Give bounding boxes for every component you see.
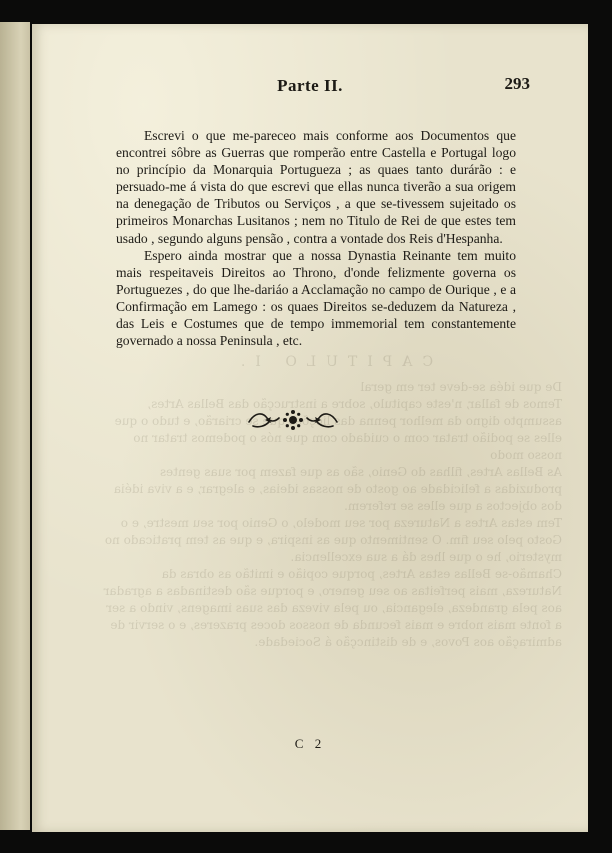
body-text bbox=[116, 127, 516, 349]
page-number: 293 bbox=[504, 74, 530, 93]
running-head-section: Parte II. bbox=[277, 76, 343, 95]
paragraph: Espero ainda mostrar que a nossa Dynastia Reinante tem muito mais respeitaveis Direitos ao Throno, d'onde felizmente governa os Portuguezes , do que lhe-dariáo a Acclamação no campo de Ourique , e a Confirmação em Lamego : os quaes Direitos se-deduzem da Natureza , das Leis e Costumes que de tempo immemorial tem constantemente governado a nossa Peninsula , etc. bbox=[116, 247, 516, 349]
signature-mark: C 2 bbox=[294, 736, 326, 751]
floral-printer-ornament-icon bbox=[245, 408, 341, 432]
book-page bbox=[32, 24, 588, 832]
show-through-text: CAPITULO I. De que idéa se-deve ter em geral Temos de fallar, n'este capitulo, sobre a instrucção das Bellas Artes, assumpto digno da melhor penna das licções que se criarão, e tudo o que elles se podião tratar com o cuidado com que nós o podemos tratar no nosso modo As Bellas Artes, filhas do Genio, são as que fazem por suas gentes produzidas a felicidade ao gosto de nossas ideias, e alegrar, e a viva idéia dos objectos a que elles se referem. Tem estas Artes a Natureza por seu modelo, o Genio por seu mestre, e o Gosto pelo seu fim. O sentimento que as inspira, e que as tem praticado no mysterio, he o que lhes dá a sua excellencia. Chamão-se Bellas estas Artes, porque copião e imitão as obras da Natureza, mais perfeitas ao seu genero, e porque são destinadas a agradar aos pela grandeza, elegancia, ou pela viveza das suas imagens, vindo a ser a fonte mais nobre e mais fecunda de nossos doces prazeres, e o servir de admiração aos Povos, e de distincção á Sociedade. bbox=[103, 354, 562, 649]
paragraph: Escrevi o que me-pareceo mais conforme aos Documentos que encontrei sôbre as Guerras que romperão entre Castella e Portugal logo no princípio da Monarquia Portugueza ; as quaes tanto durárão : e persuado-me á vista do que escrevi que ellas nunca tiverão a sua origem na denegação de Tributos ou Serviços , a que se-tivessem sujeitado os primeiros Monarchas Lusitanos ; nem no Titulo de Rei de que estes tem usado , segundo alguns pensão , contra a vontade dos Reis d'Hespanha. bbox=[116, 128, 516, 246]
facing-page-edge bbox=[0, 22, 30, 830]
page-header bbox=[32, 74, 588, 104]
